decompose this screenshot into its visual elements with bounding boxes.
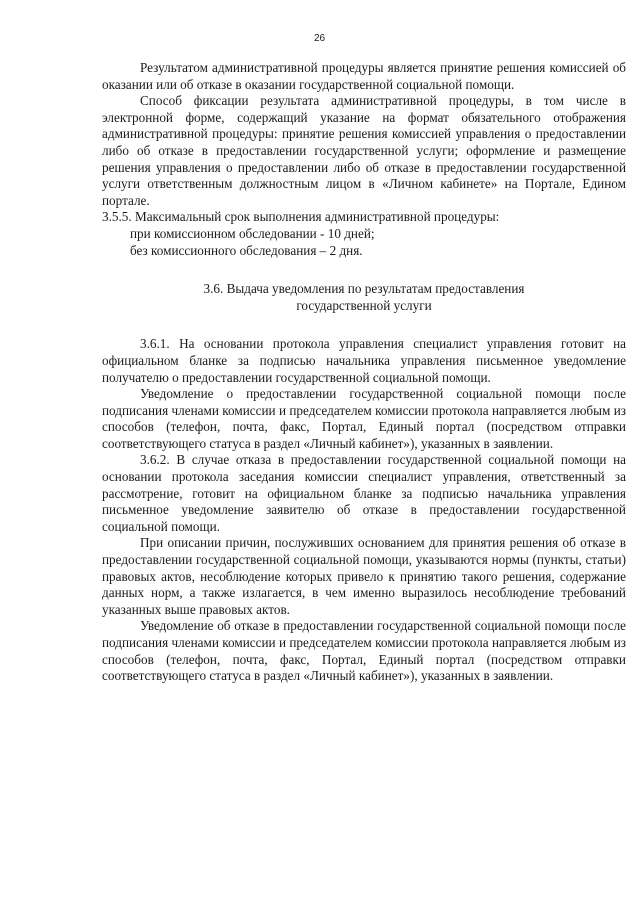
list-item-no-commission-survey: без комиссионного обследования – 2 дня.: [130, 242, 363, 258]
document-body: [102, 60, 626, 685]
paragraph-fixation-method: Способ фиксации результата административной процедуры, в том числе в электронной форме, содержащий указание на формат обязательного отображения административной процедуры: принятие решения комиссией управления о предоставлении либо об отказе в предоставлении государственной услуги; оформление и размещение решения управления о предоставлении либо об отказе в предоставлении государственной услуги ответственным должностным лицом в «Личном кабинете» на Портале, Едином портале.: [102, 93, 626, 208]
paragraph-refusal-reasons: При описании причин, послуживших основанием для принятия решения об отказе в предоставлении государственной социальной помощи, указываются нормы (пункты, статьи) правовых актов, несоблюдение которых привело к принятию такого решения, содержание данных норм, а также излагается, в чем именно выразилось несоблюдение требований указанных выше правовых актов.: [102, 535, 626, 617]
list-item-commission-survey: при комиссионном обследовании - 10 дней;: [130, 225, 375, 241]
paragraph-notice-refusal: Уведомление об отказе в предоставлении государственной социальной помощи после подписания членами комиссии и председателем комиссии протокола направляется любым из способов (телефон, почта, факс, Портал, Единый портал (посредством отправки соответствующего статуса в раздел «Личный кабинет»), указанных в заявлении.: [102, 618, 626, 684]
paragraph-3-6-2: 3.6.2. В случае отказа в предоставлении государственной социальной помощи на основании протокола заседания комиссии специалист управления, ответственный за рассмотрение, готовит на официальном бланке за подписью начальника управления письменное уведомление заявителю об отказе в предоставлении государственной социальной помощи.: [102, 452, 626, 534]
page-number: 26: [313, 33, 326, 44]
section-heading: 3.6. Выдача уведомления по результатам предоставления государственной услуги: [203, 281, 525, 313]
paragraph-3-6-1: 3.6.1. На основании протокола управления специалист управления готовит на официальном бланке за подписью начальника управления письменное уведомление получателю о предоставлении государственной социальной помощи.: [102, 336, 626, 385]
paragraph-result: Результатом административной процедуры является принятие решения комиссией об оказании или об отказе в оказании государственной социальной помощи.: [102, 60, 626, 92]
paragraph-max-term: 3.5.5. Максимальный срок выполнения административной процедуры:: [102, 209, 500, 225]
paragraph-notice-granted: Уведомление о предоставлении государственной социальной помощи после подписания членами комиссии и председателем комиссии протокола направляется любым из способов (телефон, почта, факс, Портал, Единый портал (посредством отправки соответствующего статуса в раздел «Личный кабинет»), указанных в заявлении.: [102, 386, 626, 451]
